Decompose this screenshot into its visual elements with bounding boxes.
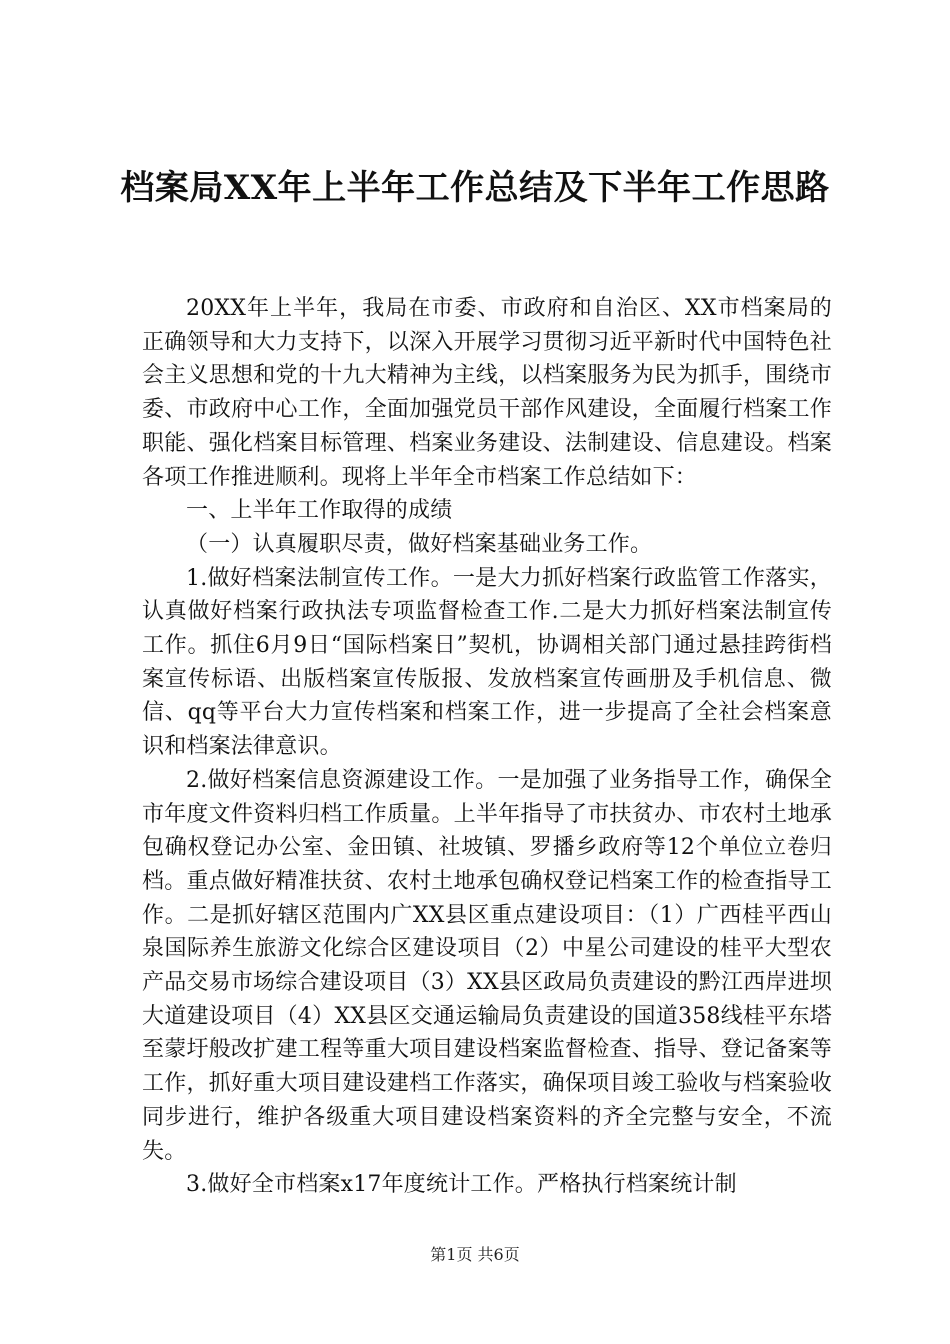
section-heading: 一、上半年工作取得的成绩 <box>186 498 453 524</box>
document-body <box>142 292 832 1202</box>
paragraph-item-3: 3.做好全市档案x17年度统计工作。严格执行档案统计制 <box>186 1172 737 1198</box>
subsection-heading: （一）认真履职尽责，做好档案基础业务工作。 <box>186 531 653 557</box>
document-title: 档案局XX年上半年工作总结及下半年工作思路 <box>120 168 830 208</box>
paragraph-intro: 20XX年上半年，我局在市委、市政府和自治区、XX市档案局的正确领导和大力支持下，以深入开展学习贯彻习近平新时代中国特色社会主义思想和党的十九大精神为主线，以档案服务为民为抓手，围绕市委、市政府中心工作，全面加强党员干部作风建设，全面履行档案工作职能、强化档案目标管理、档案业务建设、法制建设、信息建设。档案各项工作推进顺利。现将上半年全市档案工作总结如下： <box>142 296 832 490</box>
paragraph-item-2: 2.做好档案信息资源建设工作。一是加强了业务指导工作，确保全市年度文件资料归档工作质量。上半年指导了市扶贫办、市农村土地承包确权登记办公室、金田镇、社坡镇、罗播乡政府等12个单位立卷归档。重点做好精准扶贫、农村土地承包确权登记档案工作的检查指导工作。二是抓好辖区范围内广XX县区重点建设项目：（1）广西桂平西山泉国际养生旅游文化综合区建设项目（2）中星公司建设的桂平大型农产品交易市场综合建设项目（3）XX县区政局负责建设的黔江西岸进坝大道建设项目（4）XX县区交通运输局负责建设的国道358线桂平东塔至蒙圩般改扩建工程等重大项目建设档案监督检查、指导、登记备案等工作，抓好重大项目建设建档工作落实，确保项目竣工验收与档案验收同步进行，维护各级重大项目建设档案资料的齐全完整与安全，不流失。 <box>142 767 832 1164</box>
paragraph-item-1: 1.做好档案法制宣传工作。一是大力抓好档案行政监管工作落实，认真做好档案行政执法专项监督检查工作.二是大力抓好档案法制宣传工作。抓住6月9日“国际档案日”契机，协调相关部门通过悬挂跨街档案宣传标语、出版档案宣传版报、发放档案宣传画册及手机信息、微信、qq等平台大力宣传档案和档案工作，进一步提高了全社会档案意识和档案法律意识。 <box>142 565 832 760</box>
page-footer: 第1页 共6页 <box>430 1245 520 1264</box>
